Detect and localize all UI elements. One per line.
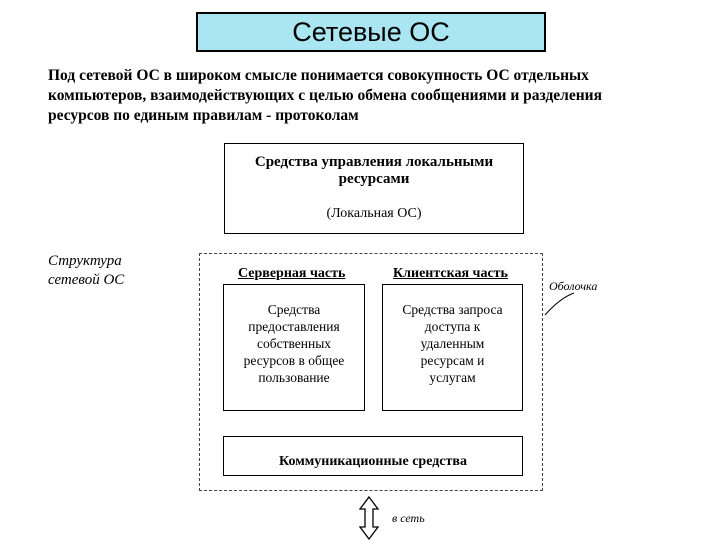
server-text-line: Средства: [267, 302, 321, 317]
network-label: в сеть: [392, 511, 425, 525]
client-part-heading: Клиентская часть: [393, 266, 508, 281]
intro-line: компьютеров, взаимодействующих с целью обмена сообщениями и разделения: [48, 87, 602, 104]
server-text-line: собственных: [256, 336, 332, 351]
client-text-line: Средства запроса: [402, 302, 503, 317]
intro-line: Под сетевой ОС в широком смысле понимается совокупность ОС отдельных: [48, 67, 589, 84]
communication-means-label: Коммуникационные средства: [279, 454, 467, 469]
local-title-line: ресурсами: [338, 171, 410, 187]
shell-leader-line: [545, 293, 574, 315]
shell-label: Оболочка: [549, 279, 598, 293]
local-title-line: Средства управления локальными: [254, 154, 494, 170]
client-text-line: ресурсам и: [420, 353, 485, 368]
intro-line: ресурсов по единым правилам - протоколам: [48, 107, 359, 124]
client-text-line: доступа к: [424, 319, 481, 334]
page-title: Сетевые ОС: [292, 16, 450, 47]
client-text-line: удаленным: [420, 336, 485, 351]
server-part-heading: Серверная часть: [238, 266, 346, 281]
structure-label-line: сетевой ОС: [48, 272, 125, 288]
local-os-label: (Локальная ОС): [326, 206, 422, 221]
network-arrow-icon: [360, 497, 378, 539]
client-text-line: услугам: [429, 370, 476, 385]
structure-label-line: Структура: [48, 253, 122, 269]
server-text-line: ресурсов в общее: [243, 353, 345, 368]
server-text-line: предоставления: [248, 319, 340, 334]
server-text-line: пользование: [258, 370, 330, 385]
